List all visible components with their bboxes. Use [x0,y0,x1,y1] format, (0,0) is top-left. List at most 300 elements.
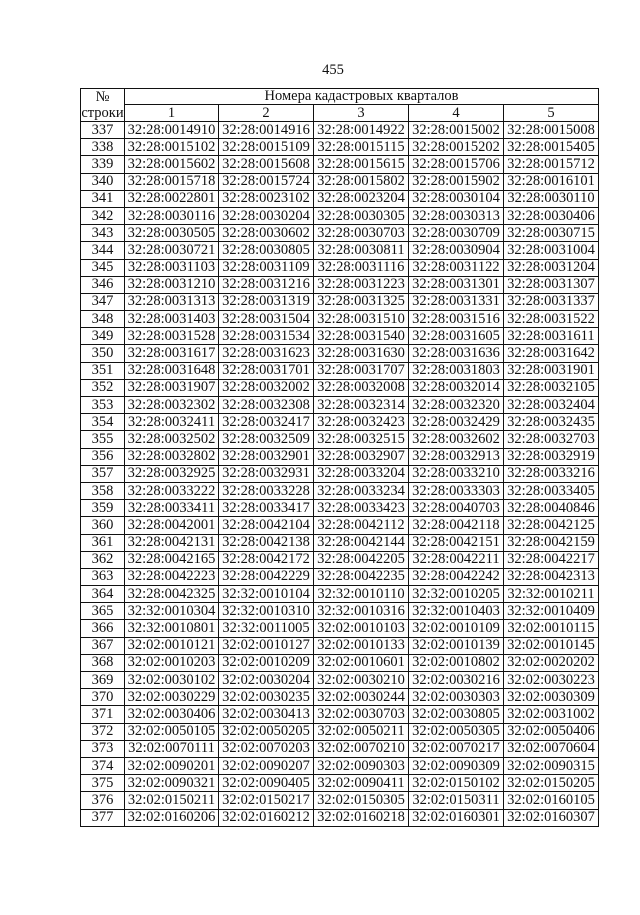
header-row [81,105,599,122]
cadastral-quarter-cell: 32:02:0030309 [504,689,599,706]
cadastral-quarter-cell: 32:28:0042125 [504,517,599,534]
column-number-header: 1 [125,105,219,122]
cadastral-quarter-cell: 32:28:0032509 [219,431,314,448]
cadastral-quarter-cell: 32:28:0032411 [125,414,219,431]
cadastral-quarter-cell: 32:28:0030805 [219,242,314,259]
cadastral-quarter-cell: 32:32:0010211 [504,586,599,603]
cadastral-quarter-cell: 32:28:0031109 [219,259,314,276]
cadastral-quarter-cell: 32:02:0010127 [219,637,314,654]
cadastral-quarter-cell: 32:02:0090201 [125,757,219,774]
cadastral-quarter-cell: 32:02:0010802 [409,654,504,671]
cadastral-quarter-cell: 32:28:0030104 [409,190,504,207]
cadastral-quarter-cell: 32:28:0030904 [409,242,504,259]
cadastral-quarter-cell: 32:28:0033411 [125,500,219,517]
cadastral-quarters-table [80,88,599,827]
cadastral-quarter-cell: 32:28:0032417 [219,414,314,431]
cadastral-quarter-cell: 32:28:0031204 [504,259,599,276]
cadastral-quarter-cell: 32:02:0160218 [314,809,409,826]
cadastral-quarter-cell: 32:28:0033210 [409,465,504,482]
cadastral-quarter-cell: 32:28:0023204 [314,190,409,207]
row-number: 340 [81,173,125,190]
table-row [81,190,599,207]
table-row [81,534,599,551]
table-row [81,465,599,482]
table-row [81,757,599,774]
row-number: 341 [81,190,125,207]
table-row [81,723,599,740]
table-row [81,345,599,362]
cadastral-quarter-cell: 32:28:0015602 [125,156,219,173]
cadastral-quarter-cell: 32:02:0160301 [409,809,504,826]
table-row [81,379,599,396]
cadastral-quarter-cell: 32:28:0031636 [409,345,504,362]
cadastral-quarter-cell: 32:28:0031313 [125,293,219,310]
row-number: 377 [81,809,125,826]
cadastral-quarter-cell: 32:28:0031325 [314,293,409,310]
cadastral-quarter-cell: 32:28:0031630 [314,345,409,362]
cadastral-quarter-cell: 32:28:0030505 [125,225,219,242]
cadastral-quarter-cell: 32:28:0031611 [504,328,599,345]
cadastral-quarter-cell: 32:28:0033234 [314,482,409,499]
cadastral-quarter-cell: 32:28:0031223 [314,276,409,293]
cadastral-quarter-cell: 32:28:0033216 [504,465,599,482]
table-row [81,654,599,671]
cadastral-quarter-cell: 32:28:0042138 [219,534,314,551]
table-row [81,672,599,689]
cadastral-quarter-cell: 32:02:0050211 [314,723,409,740]
column-number-header: 3 [314,105,409,122]
table-row [81,792,599,809]
cadastral-quarter-cell: 32:28:0031623 [219,345,314,362]
cadastral-quarter-cell: 32:02:0010209 [219,654,314,671]
cadastral-quarter-cell: 32:28:0031540 [314,328,409,345]
cadastral-quarter-cell: 32:28:0032404 [504,397,599,414]
cadastral-quarter-cell: 32:28:0014910 [125,122,219,139]
cadastral-quarter-cell: 32:02:0030210 [314,672,409,689]
table-row [81,448,599,465]
cadastral-quarter-cell: 32:28:0015102 [125,139,219,156]
cadastral-quarter-cell: 32:28:0042104 [219,517,314,534]
cadastral-quarter-cell: 32:28:0042159 [504,534,599,551]
cadastral-quarter-cell: 32:28:0033303 [409,482,504,499]
cadastral-quarter-cell: 32:02:0090207 [219,757,314,774]
cadastral-quarter-cell: 32:28:0042211 [409,551,504,568]
row-number: 343 [81,225,125,242]
table-body [81,122,599,827]
cadastral-quarter-cell: 32:02:0010103 [314,620,409,637]
cadastral-quarter-cell: 32:02:0020202 [504,654,599,671]
table-row [81,414,599,431]
row-number: 369 [81,672,125,689]
cadastral-quarter-cell: 32:28:0032925 [125,465,219,482]
table-row [81,207,599,224]
cadastral-quarter-cell: 32:28:0031331 [409,293,504,310]
cadastral-quarter-cell: 32:28:0032014 [409,379,504,396]
cadastral-quarter-cell: 32:28:0015608 [219,156,314,173]
cadastral-quarter-cell: 32:02:0010133 [314,637,409,654]
row-number: 368 [81,654,125,671]
row-number: 337 [81,122,125,139]
cadastral-quarter-cell: 32:32:0011005 [219,620,314,637]
cadastral-quarter-cell: 32:28:0032314 [314,397,409,414]
row-number: 344 [81,242,125,259]
row-number: 354 [81,414,125,431]
cadastral-quarter-cell: 32:28:0031803 [409,362,504,379]
cadastral-quarter-cell: 32:28:0031642 [504,345,599,362]
table-row [81,328,599,345]
cadastral-quarter-cell: 32:28:0031301 [409,276,504,293]
table-row [81,517,599,534]
cadastral-quarter-cell: 32:02:0030303 [409,689,504,706]
cadastral-quarter-cell: 32:28:0031504 [219,311,314,328]
cadastral-quarter-cell: 32:28:0033417 [219,500,314,517]
row-number: 338 [81,139,125,156]
cadastral-quarter-cell: 32:02:0150311 [409,792,504,809]
cadastral-quarter-cell: 32:28:0032423 [314,414,409,431]
cadastral-quarter-cell: 32:28:0033423 [314,500,409,517]
cadastral-quarter-cell: 32:28:0040703 [409,500,504,517]
cadastral-quarter-cell: 32:28:0042235 [314,568,409,585]
cadastral-quarter-cell: 32:28:0030715 [504,225,599,242]
cadastral-quarter-cell: 32:28:0032515 [314,431,409,448]
table-row [81,586,599,603]
column-group-header: Номера кадастровых кварталов [125,89,599,105]
cadastral-quarter-cell: 32:32:0010104 [219,586,314,603]
row-number: 375 [81,775,125,792]
column-number-header: 4 [409,105,504,122]
cadastral-quarter-cell: 32:28:0032931 [219,465,314,482]
row-number: 355 [81,431,125,448]
cadastral-quarter-cell: 32:28:0042242 [409,568,504,585]
row-number: 367 [81,637,125,654]
row-number: 342 [81,207,125,224]
cadastral-quarter-cell: 32:02:0010601 [314,654,409,671]
cadastral-quarter-cell: 32:28:0031210 [125,276,219,293]
cadastral-quarter-cell: 32:28:0030703 [314,225,409,242]
cadastral-quarter-cell: 32:28:0042205 [314,551,409,568]
cadastral-quarter-cell: 32:28:0042001 [125,517,219,534]
table-row [81,603,599,620]
cadastral-quarter-cell: 32:28:0040846 [504,500,599,517]
column-number-header: 2 [219,105,314,122]
row-number: 339 [81,156,125,173]
cadastral-quarter-cell: 32:02:0150305 [314,792,409,809]
table-row [81,637,599,654]
cadastral-quarter-cell: 32:28:0030305 [314,207,409,224]
row-number: 359 [81,500,125,517]
row-number: 374 [81,757,125,774]
page-number: 455 [322,62,344,78]
cadastral-quarter-cell: 32:28:0015002 [409,122,504,139]
cadastral-quarter-cell: 32:28:0031522 [504,311,599,328]
table-row [81,259,599,276]
cadastral-quarter-cell: 32:28:0042172 [219,551,314,568]
cadastral-quarter-cell: 32:02:0030229 [125,689,219,706]
cadastral-quarter-cell: 32:02:0030235 [219,689,314,706]
cadastral-quarter-cell: 32:28:0015008 [504,122,599,139]
cadastral-quarter-cell: 32:02:0070604 [504,740,599,757]
row-number-header-line1: № [95,89,110,105]
cadastral-quarter-cell: 32:32:0010304 [125,603,219,620]
cadastral-quarter-cell: 32:28:0042112 [314,517,409,534]
row-number: 362 [81,551,125,568]
cadastral-quarter-cell: 32:28:0033405 [504,482,599,499]
cadastral-quarter-cell: 32:02:0090405 [219,775,314,792]
cadastral-quarter-cell: 32:28:0042118 [409,517,504,534]
cadastral-quarter-cell: 32:02:0150205 [504,775,599,792]
table-row [81,173,599,190]
cadastral-quarter-cell: 32:28:0032919 [504,448,599,465]
cadastral-quarter-cell: 32:28:0015109 [219,139,314,156]
cadastral-quarter-cell: 32:02:0050105 [125,723,219,740]
row-number: 348 [81,311,125,328]
cadastral-quarter-cell: 32:28:0031510 [314,311,409,328]
table-row [81,156,599,173]
cadastral-quarter-cell: 32:28:0032802 [125,448,219,465]
cadastral-quarter-cell: 32:02:0030102 [125,672,219,689]
cadastral-quarter-cell: 32:28:0031116 [314,259,409,276]
cadastral-quarter-cell: 32:28:0031901 [504,362,599,379]
cadastral-quarter-cell: 32:32:0010205 [409,586,504,603]
cadastral-quarter-cell: 32:28:0042217 [504,551,599,568]
cadastral-quarter-cell: 32:02:0030406 [125,706,219,723]
row-number: 372 [81,723,125,740]
cadastral-quarter-cell: 32:02:0010203 [125,654,219,671]
cadastral-quarter-cell: 32:28:0031403 [125,311,219,328]
row-number: 350 [81,345,125,362]
cadastral-quarter-cell: 32:02:0010121 [125,637,219,654]
cadastral-quarter-cell: 32:28:0030406 [504,207,599,224]
row-number: 347 [81,293,125,310]
cadastral-quarter-cell: 32:28:0031701 [219,362,314,379]
cadastral-quarter-cell: 32:02:0030216 [409,672,504,689]
cadastral-quarter-cell: 32:28:0042223 [125,568,219,585]
cadastral-quarter-cell: 32:02:0010139 [409,637,504,654]
cadastral-quarter-cell: 32:02:0030223 [504,672,599,689]
cadastral-quarter-cell: 32:28:0042131 [125,534,219,551]
cadastral-quarter-cell: 32:28:0015202 [409,139,504,156]
cadastral-quarter-cell: 32:02:0090315 [504,757,599,774]
cadastral-quarter-cell: 32:28:0032435 [504,414,599,431]
cadastral-quarter-cell: 32:32:0010801 [125,620,219,637]
cadastral-quarter-cell: 32:28:0032502 [125,431,219,448]
row-number: 360 [81,517,125,534]
cadastral-quarter-cell: 32:02:0070203 [219,740,314,757]
cadastral-quarter-cell: 32:02:0160105 [504,792,599,809]
cadastral-quarter-cell: 32:28:0042151 [409,534,504,551]
cadastral-quarter-cell: 32:02:0010115 [504,620,599,637]
cadastral-quarter-cell: 32:28:0032105 [504,379,599,396]
cadastral-quarter-cell: 32:28:0042325 [125,586,219,603]
table-row [81,500,599,517]
row-number: 351 [81,362,125,379]
cadastral-quarter-cell: 32:02:0031002 [504,706,599,723]
column-number-header: 5 [504,105,599,122]
cadastral-quarter-cell: 32:28:0042144 [314,534,409,551]
cadastral-quarter-cell: 32:28:0031216 [219,276,314,293]
cadastral-quarter-cell: 32:28:0030721 [125,242,219,259]
cadastral-quarter-cell: 32:28:0032907 [314,448,409,465]
row-number: 366 [81,620,125,637]
cadastral-quarter-cell: 32:02:0090303 [314,757,409,774]
cadastral-quarter-cell: 32:28:0032302 [125,397,219,414]
row-number: 356 [81,448,125,465]
cadastral-quarter-cell: 32:28:0032308 [219,397,314,414]
cadastral-quarter-cell: 32:28:0032002 [219,379,314,396]
cadastral-quarter-cell: 32:28:0015712 [504,156,599,173]
table-row [81,293,599,310]
row-number: 346 [81,276,125,293]
cadastral-quarter-cell: 32:28:0042229 [219,568,314,585]
row-number: 361 [81,534,125,551]
table-row [81,397,599,414]
cadastral-quarter-cell: 32:28:0031648 [125,362,219,379]
row-number: 373 [81,740,125,757]
cadastral-quarter-cell: 32:28:0015115 [314,139,409,156]
row-number-header [81,89,125,122]
cadastral-quarter-cell: 32:28:0033204 [314,465,409,482]
cadastral-quarter-cell: 32:28:0032320 [409,397,504,414]
cadastral-quarter-cell: 32:28:0030204 [219,207,314,224]
cadastral-quarter-cell: 32:02:0090411 [314,775,409,792]
cadastral-quarter-cell: 32:28:0015405 [504,139,599,156]
cadastral-quarter-cell: 32:02:0030703 [314,706,409,723]
cadastral-quarter-cell: 32:02:0090309 [409,757,504,774]
cadastral-quarter-cell: 32:28:0032429 [409,414,504,431]
cadastral-quarter-cell: 32:28:0031122 [409,259,504,276]
cadastral-quarter-cell: 32:32:0010310 [219,603,314,620]
table-row [81,225,599,242]
table-row [81,276,599,293]
row-number: 364 [81,586,125,603]
cadastral-quarter-cell: 32:02:0030413 [219,706,314,723]
table-row [81,362,599,379]
row-number: 358 [81,482,125,499]
cadastral-quarter-cell: 32:28:0042313 [504,568,599,585]
cadastral-quarter-cell: 32:02:0030805 [409,706,504,723]
cadastral-quarter-cell: 32:28:0032008 [314,379,409,396]
cadastral-quarter-cell: 32:28:0031528 [125,328,219,345]
cadastral-quarter-cell: 32:02:0070217 [409,740,504,757]
cadastral-quarter-cell: 32:02:0010145 [504,637,599,654]
cadastral-quarter-cell: 32:32:0010409 [504,603,599,620]
cadastral-quarter-cell: 32:28:0030116 [125,207,219,224]
cadastral-quarter-cell: 32:28:0032602 [409,431,504,448]
cadastral-quarter-cell: 32:28:0033228 [219,482,314,499]
cadastral-quarter-cell: 32:32:0010110 [314,586,409,603]
table-row [81,139,599,156]
cadastral-quarter-cell: 32:28:0015615 [314,156,409,173]
cadastral-quarter-cell: 32:28:0031516 [409,311,504,328]
cadastral-quarter-cell: 32:02:0160307 [504,809,599,826]
table-row [81,706,599,723]
table-row [81,689,599,706]
row-number: 371 [81,706,125,723]
cadastral-quarter-cell: 32:28:0015706 [409,156,504,173]
cadastral-quarter-cell: 32:28:0032901 [219,448,314,465]
cadastral-quarter-cell: 32:28:0033222 [125,482,219,499]
table-row [81,122,599,139]
table-row [81,568,599,585]
cadastral-quarter-cell: 32:28:0031534 [219,328,314,345]
cadastral-quarter-cell: 32:02:0050205 [219,723,314,740]
cadastral-quarter-cell: 32:28:0031319 [219,293,314,310]
cadastral-quarter-cell: 32:28:0031307 [504,276,599,293]
cadastral-quarter-cell: 32:28:0015802 [314,173,409,190]
cadastral-quarter-cell: 32:02:0150211 [125,792,219,809]
cadastral-quarter-cell: 32:28:0031337 [504,293,599,310]
cadastral-quarter-cell: 32:28:0030709 [409,225,504,242]
table-row [81,431,599,448]
cadastral-quarter-cell: 32:02:0090321 [125,775,219,792]
cadastral-quarter-cell: 32:02:0150217 [219,792,314,809]
row-number: 357 [81,465,125,482]
table-row [81,311,599,328]
cadastral-quarter-cell: 32:28:0030313 [409,207,504,224]
table-row [81,620,599,637]
cadastral-quarter-cell: 32:02:0050305 [409,723,504,740]
table-header [81,89,599,122]
table-row [81,551,599,568]
cadastral-quarter-cell: 32:28:0015718 [125,173,219,190]
cadastral-quarter-cell: 32:02:0070210 [314,740,409,757]
row-number: 352 [81,379,125,396]
cadastral-quarter-cell: 32:32:0010316 [314,603,409,620]
row-number: 363 [81,568,125,585]
cadastral-quarter-cell: 32:28:0042165 [125,551,219,568]
cadastral-quarter-cell: 32:02:0050406 [504,723,599,740]
table-row [81,242,599,259]
cadastral-quarter-cell: 32:28:0031004 [504,242,599,259]
cadastral-quarter-cell: 32:28:0015724 [219,173,314,190]
row-number: 370 [81,689,125,706]
table-row [81,809,599,826]
row-number: 349 [81,328,125,345]
cadastral-quarter-cell: 32:28:0031605 [409,328,504,345]
table-row [81,740,599,757]
cadastral-quarter-cell: 32:02:0030244 [314,689,409,706]
cadastral-quarter-cell: 32:28:0023102 [219,190,314,207]
cadastral-quarter-cell: 32:28:0031707 [314,362,409,379]
cadastral-quarter-cell: 32:02:0150102 [409,775,504,792]
row-number: 376 [81,792,125,809]
row-number: 365 [81,603,125,620]
cadastral-quarter-cell: 32:02:0160212 [219,809,314,826]
header-row [81,89,599,105]
cadastral-quarter-cell: 32:28:0031103 [125,259,219,276]
cadastral-quarter-cell: 32:28:0032703 [504,431,599,448]
table-row [81,482,599,499]
cadastral-quarter-cell: 32:28:0031617 [125,345,219,362]
cadastral-quarter-cell: 32:28:0032913 [409,448,504,465]
cadastral-quarter-cell: 32:28:0030602 [219,225,314,242]
table-row [81,775,599,792]
row-number: 345 [81,259,125,276]
row-number: 353 [81,397,125,414]
cadastral-quarter-cell: 32:32:0010403 [409,603,504,620]
cadastral-quarter-cell: 32:28:0031907 [125,379,219,396]
cadastral-quarter-cell: 32:28:0015902 [409,173,504,190]
row-number-header-line2: строки [81,105,124,121]
cadastral-quarter-cell: 32:02:0030204 [219,672,314,689]
cadastral-quarter-cell: 32:28:0016101 [504,173,599,190]
cadastral-quarter-cell: 32:02:0070111 [125,740,219,757]
cadastral-quarter-cell: 32:28:0014916 [219,122,314,139]
cadastral-quarter-cell: 32:28:0030811 [314,242,409,259]
cadastral-quarter-cell: 32:02:0010109 [409,620,504,637]
cadastral-quarter-cell: 32:02:0160206 [125,809,219,826]
cadastral-quarter-cell: 32:28:0022801 [125,190,219,207]
